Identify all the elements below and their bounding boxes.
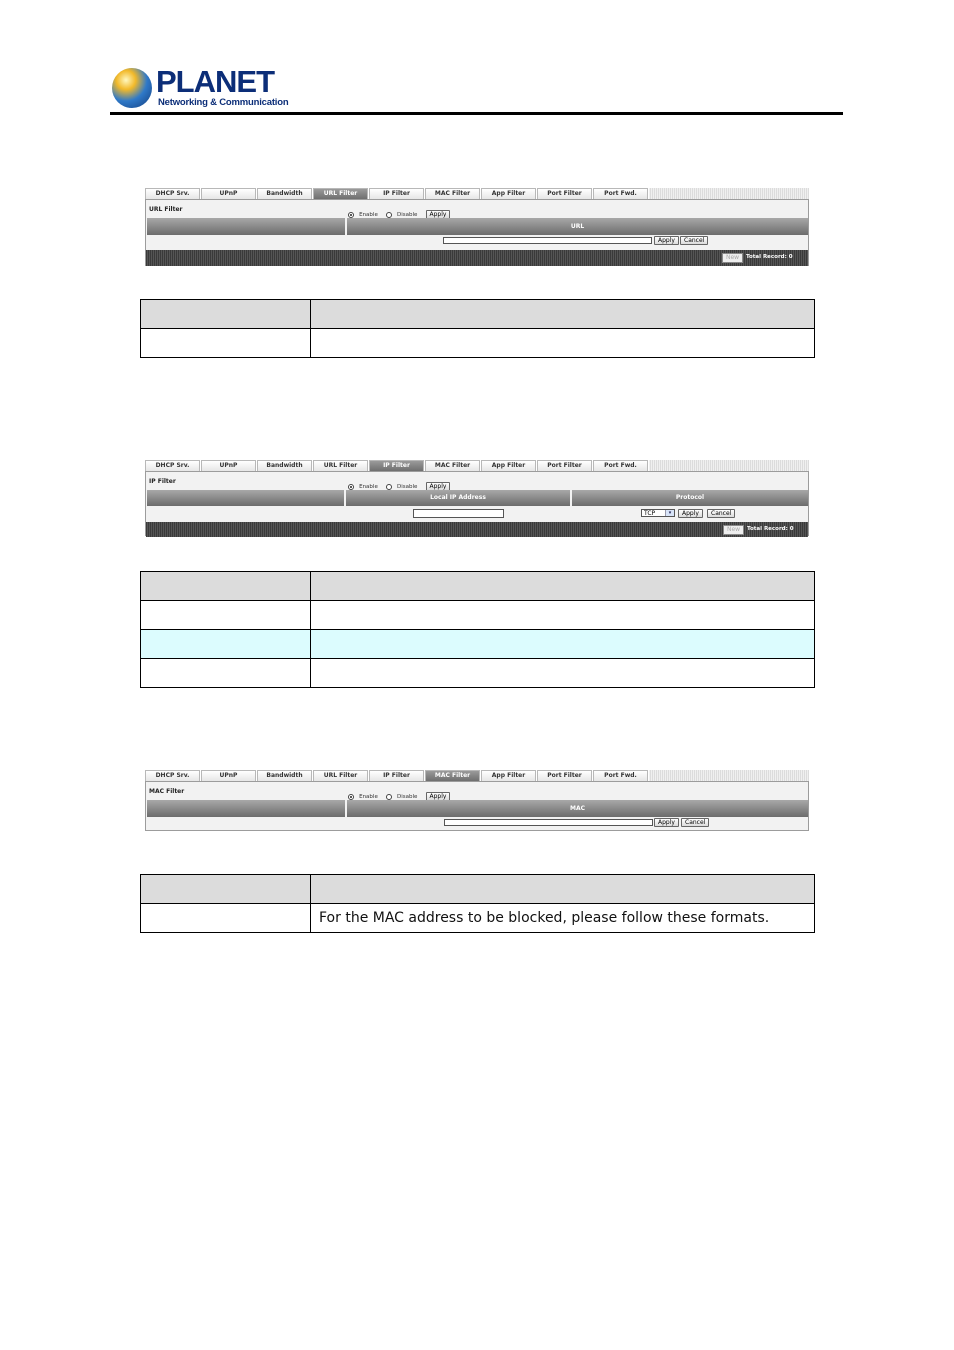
url-input[interactable] [443, 237, 652, 244]
panel-title: URL Filter [149, 206, 183, 213]
tab-port-filter[interactable]: Port Filter [537, 770, 592, 781]
tab-url-filter[interactable]: URL Filter [313, 770, 368, 781]
table-row [141, 875, 815, 904]
tab-app-filter[interactable]: App Filter [481, 460, 536, 471]
disable-radio[interactable] [386, 794, 392, 800]
row-apply-button[interactable]: Apply [654, 818, 679, 827]
apply-button[interactable]: Apply [426, 210, 451, 219]
table-row [141, 630, 815, 659]
total-record: Total Record: 0 [747, 526, 794, 532]
tab-mac-filter[interactable]: MAC Filter [425, 460, 480, 471]
mac-description-table [140, 874, 815, 933]
tab-dhcp[interactable]: DHCP Srv. [145, 770, 200, 781]
tab-dhcp[interactable]: DHCP Srv. [145, 188, 200, 199]
table-row [141, 601, 815, 630]
header-rule [110, 112, 843, 115]
enable-radio[interactable] [348, 484, 354, 490]
table-row [141, 659, 815, 688]
tab-port-fwd[interactable]: Port Fwd. [593, 188, 648, 199]
row-apply-button[interactable]: Apply [678, 509, 703, 518]
mac-input[interactable] [444, 819, 653, 826]
protocol-value: TCP [644, 510, 656, 517]
tab-mac-filter[interactable]: MAC Filter [425, 188, 480, 199]
ip-description-table [140, 571, 815, 688]
new-button[interactable]: New [723, 525, 744, 535]
header-blank [147, 800, 345, 817]
panel-title: MAC Filter [149, 788, 185, 795]
panel-title: IP Filter [149, 478, 176, 485]
brand-name: PLANET [156, 64, 274, 99]
table-row [141, 329, 815, 358]
new-button[interactable]: New [722, 253, 743, 263]
mac-column-header: MAC [347, 800, 808, 817]
chevron-down-icon: ▾ [665, 510, 674, 516]
protocol-column-header: Protocol [572, 490, 808, 506]
tab-bar-filler [649, 188, 809, 199]
tab-url-filter[interactable]: URL Filter [313, 188, 368, 199]
local-ip-column-header: Local IP Address [346, 490, 570, 506]
disable-label: Disable [397, 483, 418, 490]
url-filter-panel [145, 188, 809, 266]
enable-label: Enable [359, 483, 378, 490]
tab-upnp[interactable]: UPnP [201, 770, 256, 781]
tab-bar-filler [649, 770, 809, 781]
total-record: Total Record: 0 [746, 254, 793, 260]
tab-ip-filter[interactable]: IP Filter [369, 460, 424, 471]
disable-radio[interactable] [386, 484, 392, 490]
apply-button[interactable]: Apply [426, 482, 451, 491]
tab-mac-filter[interactable]: MAC Filter [425, 770, 480, 781]
row-cancel-button[interactable]: Cancel [680, 236, 708, 245]
panel-body [145, 471, 809, 536]
header-blank [147, 218, 345, 235]
url-column-header: URL [347, 218, 808, 235]
enable-radio[interactable] [348, 212, 354, 218]
panel-body [145, 781, 809, 831]
table-row [141, 572, 815, 601]
tab-upnp[interactable]: UPnP [201, 460, 256, 471]
row-cancel-button[interactable]: Cancel [681, 818, 709, 827]
tab-port-fwd[interactable]: Port Fwd. [593, 770, 648, 781]
tab-port-fwd[interactable]: Port Fwd. [593, 460, 648, 471]
disable-label: Disable [397, 793, 418, 800]
tab-bandwidth[interactable]: Bandwidth [257, 188, 312, 199]
tab-app-filter[interactable]: App Filter [481, 188, 536, 199]
tab-bar [145, 188, 649, 199]
header-blank [147, 490, 344, 506]
tab-bar [145, 770, 649, 781]
tab-ip-filter[interactable]: IP Filter [369, 188, 424, 199]
mac-format-description: For the MAC address to be blocked, please follow these formats. [311, 904, 815, 933]
tab-upnp[interactable]: UPnP [201, 188, 256, 199]
tab-bar [145, 460, 649, 471]
tab-bandwidth[interactable]: Bandwidth [257, 460, 312, 471]
enable-label: Enable [359, 211, 378, 218]
tab-port-filter[interactable]: Port Filter [537, 188, 592, 199]
disable-label: Disable [397, 211, 418, 218]
tab-ip-filter[interactable]: IP Filter [369, 770, 424, 781]
globe-icon [112, 68, 152, 108]
protocol-select[interactable] [641, 509, 675, 517]
tab-url-filter[interactable]: URL Filter [313, 460, 368, 471]
panel-body [145, 199, 809, 266]
tab-app-filter[interactable]: App Filter [481, 770, 536, 781]
mac-filter-panel [145, 770, 809, 831]
footer-bar [146, 522, 808, 537]
ip-filter-panel [145, 460, 809, 536]
table-row [141, 300, 815, 329]
brand-tagline: Networking & Communication [158, 97, 289, 108]
tab-bandwidth[interactable]: Bandwidth [257, 770, 312, 781]
enable-label: Enable [359, 793, 378, 800]
footer-bar [146, 250, 808, 266]
table-row [141, 904, 815, 933]
url-description-table [140, 299, 815, 358]
enable-radio[interactable] [348, 794, 354, 800]
planet-logo [112, 64, 289, 112]
tab-dhcp[interactable]: DHCP Srv. [145, 460, 200, 471]
local-ip-input[interactable] [413, 509, 504, 518]
tab-bar-filler [649, 460, 809, 471]
row-cancel-button[interactable]: Cancel [707, 509, 735, 518]
disable-radio[interactable] [386, 212, 392, 218]
tab-port-filter[interactable]: Port Filter [537, 460, 592, 471]
apply-button[interactable]: Apply [426, 792, 451, 801]
row-apply-button[interactable]: Apply [654, 236, 679, 245]
